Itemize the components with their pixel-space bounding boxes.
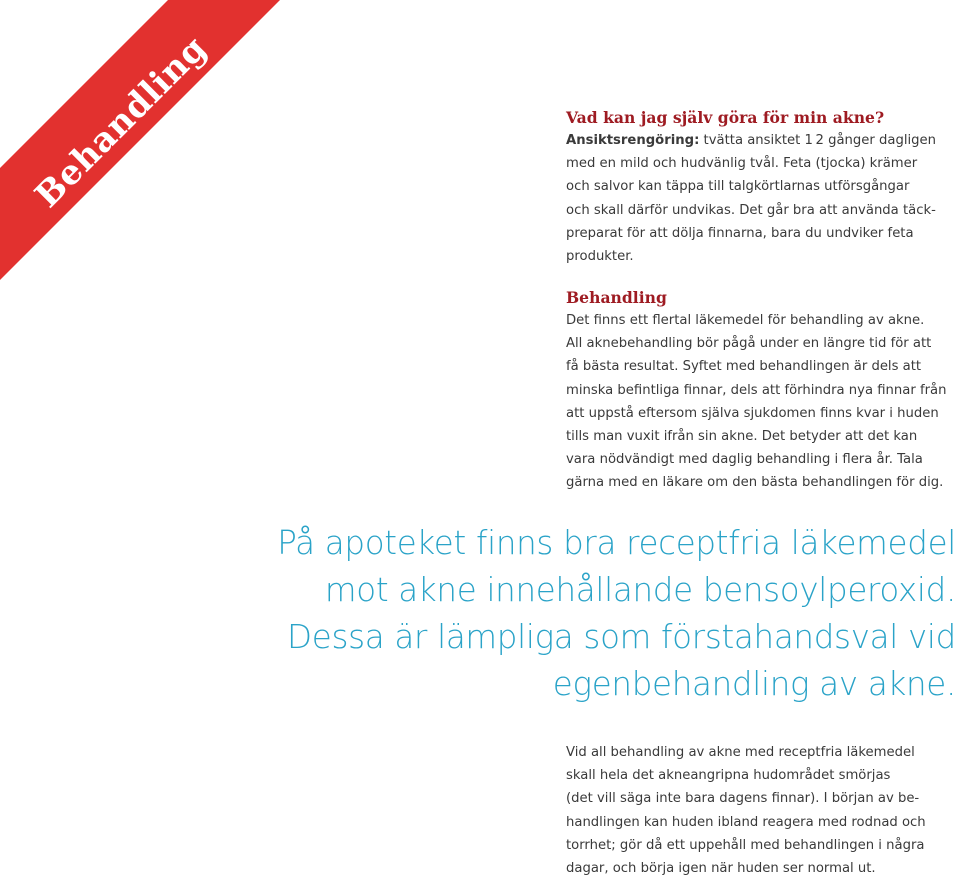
self-care-line: preparat för att dölja finnarna, bara du undviker feta — [566, 225, 914, 241]
treatment-line: få bästa resultat. Syftet med behandlingen är dels att — [566, 359, 922, 375]
treatment-line: All aknebehandling bör pågå under en längre tid för att — [566, 336, 932, 352]
info-line: handlingen kan huden ibland reagera med rodnad och — [566, 814, 926, 830]
treatment-section — [566, 286, 960, 495]
self-care-line: och salvor kan täppa till talgkörtlarnas utförsgångar — [566, 179, 910, 195]
application-info-paragraph — [566, 741, 960, 880]
self-care-lead: Ansiktsrengöring: — [566, 133, 700, 148]
treatment-line: gärna med en läkare om den bästa behandlingen för dig. — [566, 475, 944, 491]
callout-line: egenbehandling av akne. — [552, 665, 956, 703]
treatment-line: vara nödvändigt med daglig behandling i flera år. Tala — [566, 452, 923, 468]
info-line: (det vill säga inte bara dagens finnar). I början av be- — [566, 791, 920, 807]
info-line: torrhet; gör då ett uppehåll med behandlingen i några — [566, 837, 925, 853]
self-care-section — [566, 106, 960, 268]
self-care-heading: Vad kan jag själv göra för min akne? — [566, 108, 885, 127]
callout-line: På apoteket finns bra receptfria läkemedel — [277, 524, 956, 562]
treatment-heading: Behandling — [566, 288, 667, 307]
self-care-paragraph — [566, 129, 960, 268]
callout-line: Dessa är lämpliga som förstahandsval vid — [287, 618, 956, 656]
corner-ribbon-shape — [0, 0, 280, 280]
self-care-line: och skall därför undvikas. Det går bra att använda täck- — [566, 202, 936, 218]
pharmacy-callout — [236, 520, 956, 708]
self-care-line: tvätta ansiktet 1 2 gånger dagligen — [699, 133, 936, 148]
treatment-line: minska befintliga finnar, dels att förhindra nya finnar från — [566, 382, 947, 398]
application-info-section — [566, 741, 960, 880]
info-line: skall hela det akneangripna hudområdet smörjas — [566, 768, 891, 784]
treatment-line: att uppstå eftersom själva sjukdomen finns kvar i huden — [566, 405, 939, 421]
treatment-line: Det finns ett flertal läkemedel för behandling av akne. — [566, 313, 925, 328]
corner-ribbon — [0, 0, 280, 280]
treatment-line: tills man vuxit ifrån sin akne. Det betyder att det kan — [566, 429, 918, 445]
ribbon-label: Behandling — [27, 28, 215, 216]
self-care-line: produkter. — [566, 249, 634, 265]
callout-line: mot akne innehållande bensoylperoxid. — [324, 571, 956, 609]
info-line: dagar, och börja igen när huden ser normal ut. — [566, 861, 876, 877]
info-line: Vid all behandling av akne med receptfria läkemedel — [566, 745, 915, 760]
treatment-paragraph — [566, 309, 960, 495]
self-care-line: med en mild och hudvänlig tvål. Feta (tjocka) krämer — [566, 156, 918, 172]
